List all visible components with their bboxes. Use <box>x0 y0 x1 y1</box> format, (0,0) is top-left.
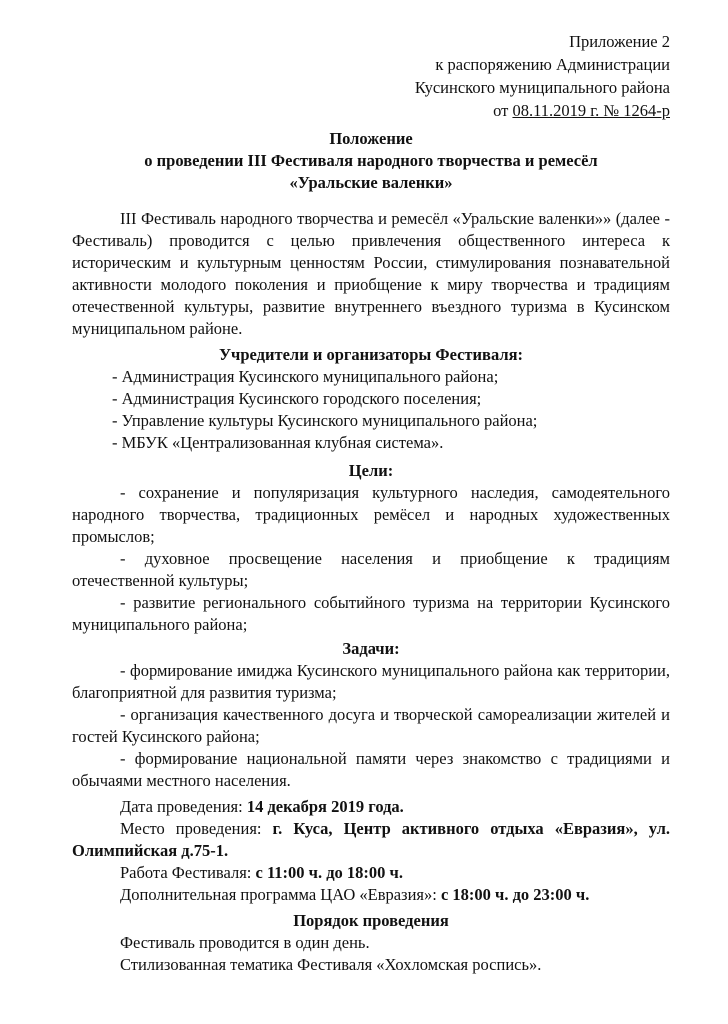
event-extra-line <box>72 884 670 906</box>
title-line-2: о проведении III Фестиваля народного творчества и ремесёл <box>144 151 598 170</box>
event-place-value: г. Куса, Центр активного отдыха «Евразия», ул. Олимпийская д.75-1. <box>72 819 671 860</box>
tasks-section <box>72 638 670 792</box>
procedure-line: Стилизованная тематика Фестиваля «Хохломская роспись». <box>120 955 542 974</box>
appendix-order-ref: к распоряжению Администрации <box>435 55 670 74</box>
event-extra-label: Дополнительная программа ЦАО «Евразия»: <box>120 885 441 904</box>
intro-paragraph: III Фестиваль народного творчества и ремесёл «Уральские валенки»» (далее - Фестиваль) проводится с целью привлечения общественного интереса к историческим и культурным ценностям России, стимулирования познавательной активности молодого поколения и приобщение к миру творчества и традициям отечественной культуры, развитие внутреннего въездного туризма в Кусинском муниципальном районе. <box>72 209 670 338</box>
task-item: - формирование имиджа Кусинского муниципального района как территории, благоприятной для развития туризма; <box>72 661 670 702</box>
document-title <box>72 128 670 194</box>
goal-item: - развитие регионального событийного туризма на территории Кусинского муниципального района; <box>72 593 670 634</box>
appendix-date-number: 08.11.2019 г. № 1264-р <box>512 101 670 120</box>
appendix-date-prefix: от <box>493 101 513 120</box>
founder-item: - Администрация Кусинского муниципального района; <box>112 367 499 386</box>
event-date-value: 14 декабря 2019 года. <box>246 797 404 816</box>
founder-item: - Администрация Кусинского городского поселения; <box>112 389 482 408</box>
procedure-line: Фестиваль проводится в один день. <box>120 933 370 952</box>
goal-item: - духовное просвещение населения и приобщение к традициям отечественной культуры; <box>72 549 670 590</box>
event-date-label: Дата проведения: <box>120 797 247 816</box>
founder-item: - МБУК «Централизованная клубная система». <box>112 433 444 452</box>
title-line-3: «Уральские валенки» <box>289 173 453 192</box>
task-item: - формирование национальной памяти через знакомство с традициями и обычаями местного населения. <box>72 749 670 790</box>
event-hours-label: Работа Фестиваля: <box>120 863 256 882</box>
founders-heading: Учредители и организаторы Фестиваля: <box>218 345 524 364</box>
event-details <box>72 796 670 906</box>
tasks-heading: Задачи: <box>342 639 400 658</box>
goals-section <box>72 460 670 636</box>
founders-section <box>72 344 670 454</box>
appendix-number: Приложение 2 <box>569 32 670 51</box>
event-date-line <box>72 796 670 818</box>
goal-item: - сохранение и популяризация культурного наследия, самодеятельного народного творчества, традиционных ремёсел и народных художественных промыслов; <box>72 483 670 546</box>
event-hours-value: с 11:00 ч. до 18:00 ч. <box>255 863 403 882</box>
event-extra-value: с 18:00 ч. до 23:00 ч. <box>440 885 590 904</box>
founder-item: - Управление культуры Кусинского муниципального района; <box>112 411 538 430</box>
event-place-label: Место проведения: <box>120 819 273 838</box>
appendix-district: Кусинского муниципального района <box>414 78 670 97</box>
event-hours-line <box>72 862 670 884</box>
title-line-1: Положение <box>329 129 413 148</box>
procedure-heading: Порядок проведения <box>293 911 449 930</box>
event-place-line <box>72 818 670 862</box>
appendix-header <box>415 30 670 122</box>
procedure-section <box>72 910 670 976</box>
appendix-date-line <box>415 99 670 122</box>
founders-list <box>72 366 670 454</box>
goals-heading: Цели: <box>348 461 394 480</box>
task-item: - организация качественного досуга и творческой самореализации жителей и гостей Кусинского района; <box>72 705 670 746</box>
